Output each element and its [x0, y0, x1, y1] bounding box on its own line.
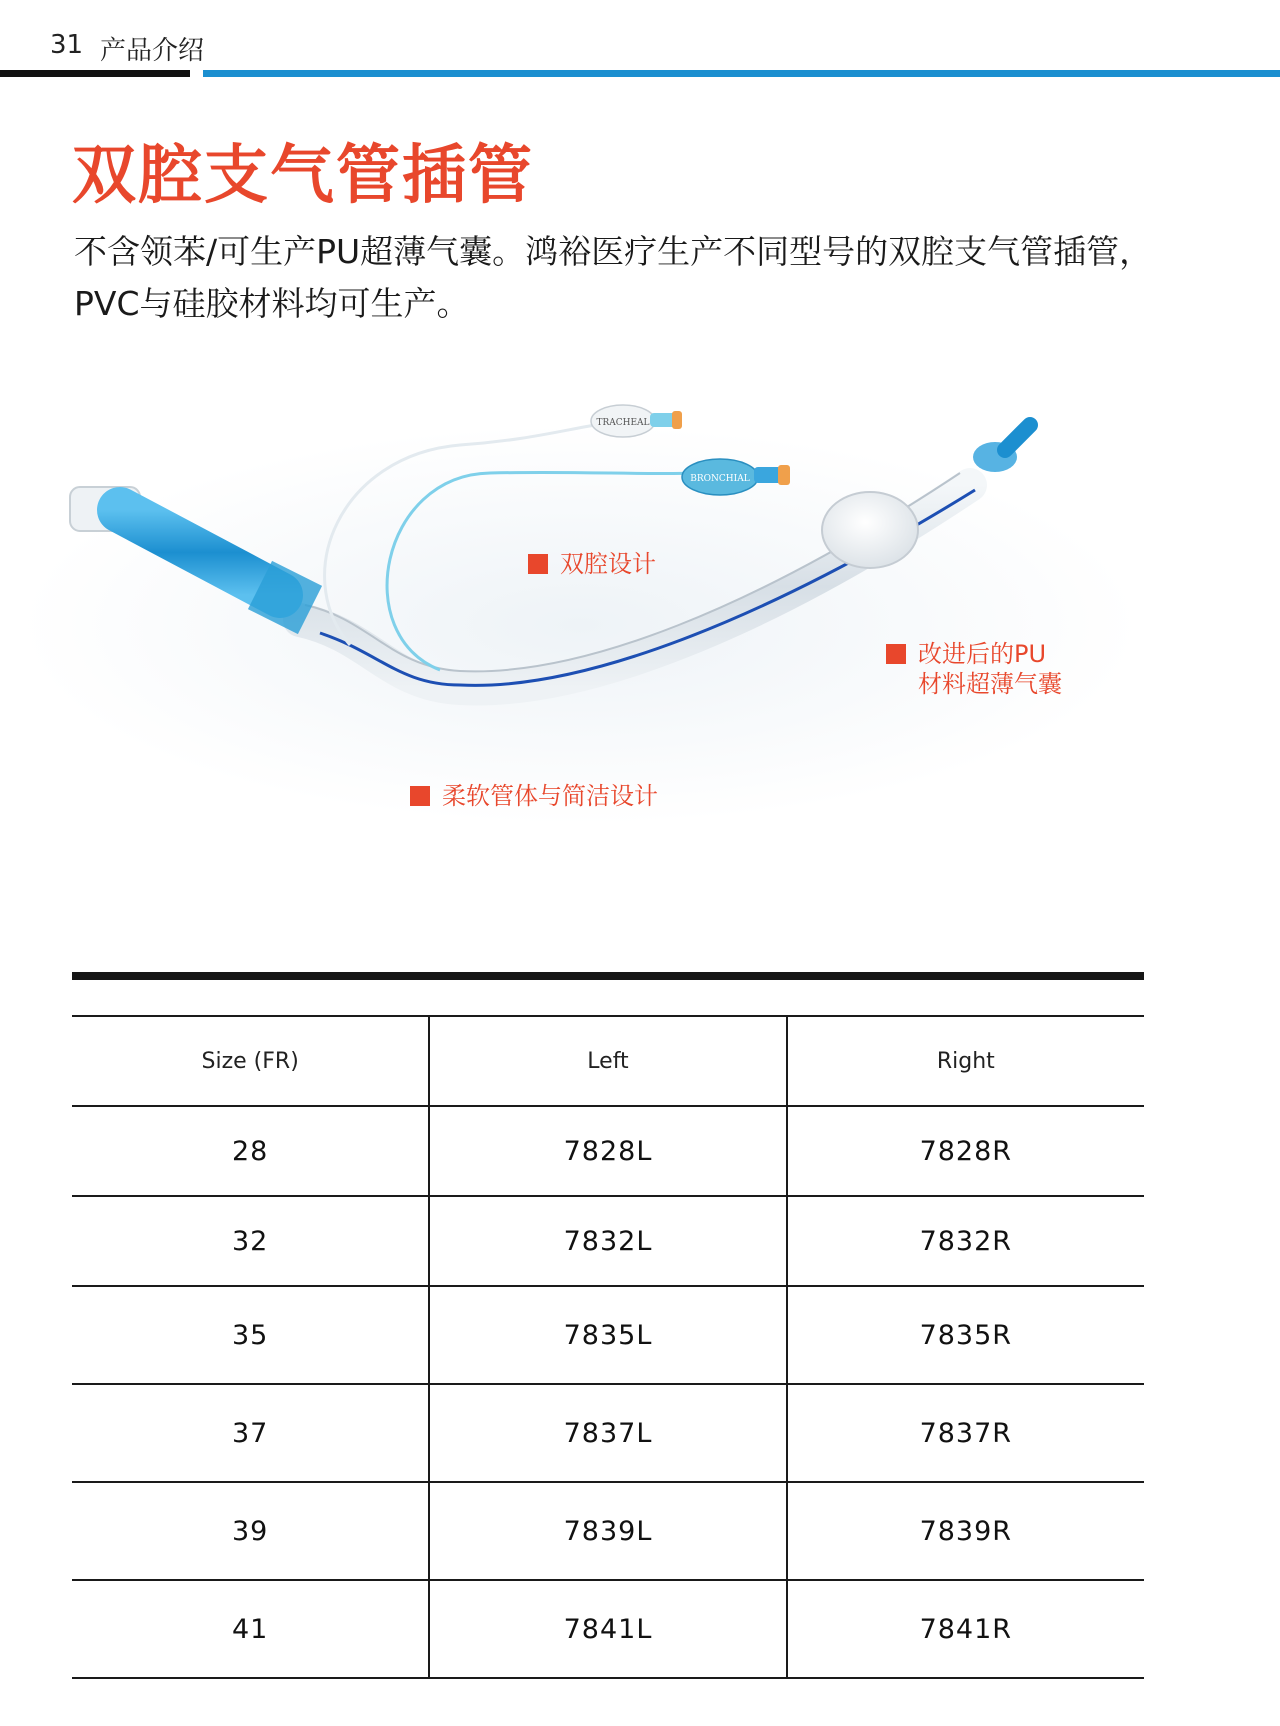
spec-table	[72, 1015, 1144, 1679]
tracheal-label: TRACHEAL	[596, 418, 650, 428]
cell-size: 32	[72, 1196, 429, 1286]
cell-left: 7839L	[429, 1482, 786, 1580]
connector-collar	[260, 585, 310, 610]
callout-soft-tube	[410, 781, 658, 811]
bronchial-valve	[754, 467, 782, 483]
col-header-size: Size (FR)	[72, 1016, 429, 1106]
tracheal-valve-cap	[672, 411, 682, 429]
header-rule-black	[0, 70, 190, 77]
cell-size: 35	[72, 1286, 429, 1384]
table-row	[72, 1196, 1144, 1286]
spec-table-top-bar	[72, 972, 1144, 980]
cell-size: 41	[72, 1580, 429, 1678]
bronchial-label: BRONCHIAL	[690, 474, 750, 484]
table-row	[72, 1482, 1144, 1580]
page-title: 双腔支气管插管	[72, 139, 534, 213]
cell-left: 7837L	[429, 1384, 786, 1482]
page-number: 31	[50, 30, 84, 60]
callout-marker	[886, 644, 906, 664]
section-name: 产品介绍	[100, 36, 205, 66]
cuff-balloon	[822, 492, 918, 568]
callout-marker	[528, 554, 548, 574]
callout-dual-lumen	[528, 549, 656, 579]
col-header-right: Right	[787, 1016, 1144, 1106]
header-rule-blue	[203, 70, 1280, 77]
cell-right: 7837R	[787, 1384, 1144, 1482]
cell-right: 7839R	[787, 1482, 1144, 1580]
bronchial-valve-cap	[778, 465, 790, 485]
callout-cuff-line1: 改进后的PU	[918, 640, 1047, 668]
cell-size: 28	[72, 1106, 429, 1196]
cell-left: 7828L	[429, 1106, 786, 1196]
table-row	[72, 1384, 1144, 1482]
cell-right: 7835R	[787, 1286, 1144, 1384]
intro-paragraph: 不含领苯/可生产PU超薄气囊。鸿裕医疗生产不同型号的双腔支气管插管，PVC与硅胶材料均可生产。	[74, 232, 1153, 323]
callout-cuff-line2: 材料超薄气囊	[918, 670, 1062, 698]
blue-tip	[1005, 425, 1030, 450]
page-header	[0, 0, 1280, 80]
cell-right: 7828R	[787, 1106, 1144, 1196]
cell-left: 7841L	[429, 1580, 786, 1678]
callout-soft-tube-text: 柔软管体与简洁设计	[442, 782, 658, 810]
cell-size: 37	[72, 1384, 429, 1482]
product-illustration	[20, 395, 1160, 845]
callout-marker	[410, 786, 430, 806]
col-header-left: Left	[429, 1016, 786, 1106]
callout-cuff	[886, 639, 1062, 699]
cell-left: 7832L	[429, 1196, 786, 1286]
cell-right: 7841R	[787, 1580, 1144, 1678]
cell-left: 7835L	[429, 1286, 786, 1384]
cell-right: 7832R	[787, 1196, 1144, 1286]
table-row	[72, 1286, 1144, 1384]
cell-size: 39	[72, 1482, 429, 1580]
table-row	[72, 1106, 1144, 1196]
spec-table-header-row	[72, 1016, 1144, 1106]
callout-dual-lumen-text: 双腔设计	[560, 550, 656, 578]
table-row	[72, 1580, 1144, 1678]
